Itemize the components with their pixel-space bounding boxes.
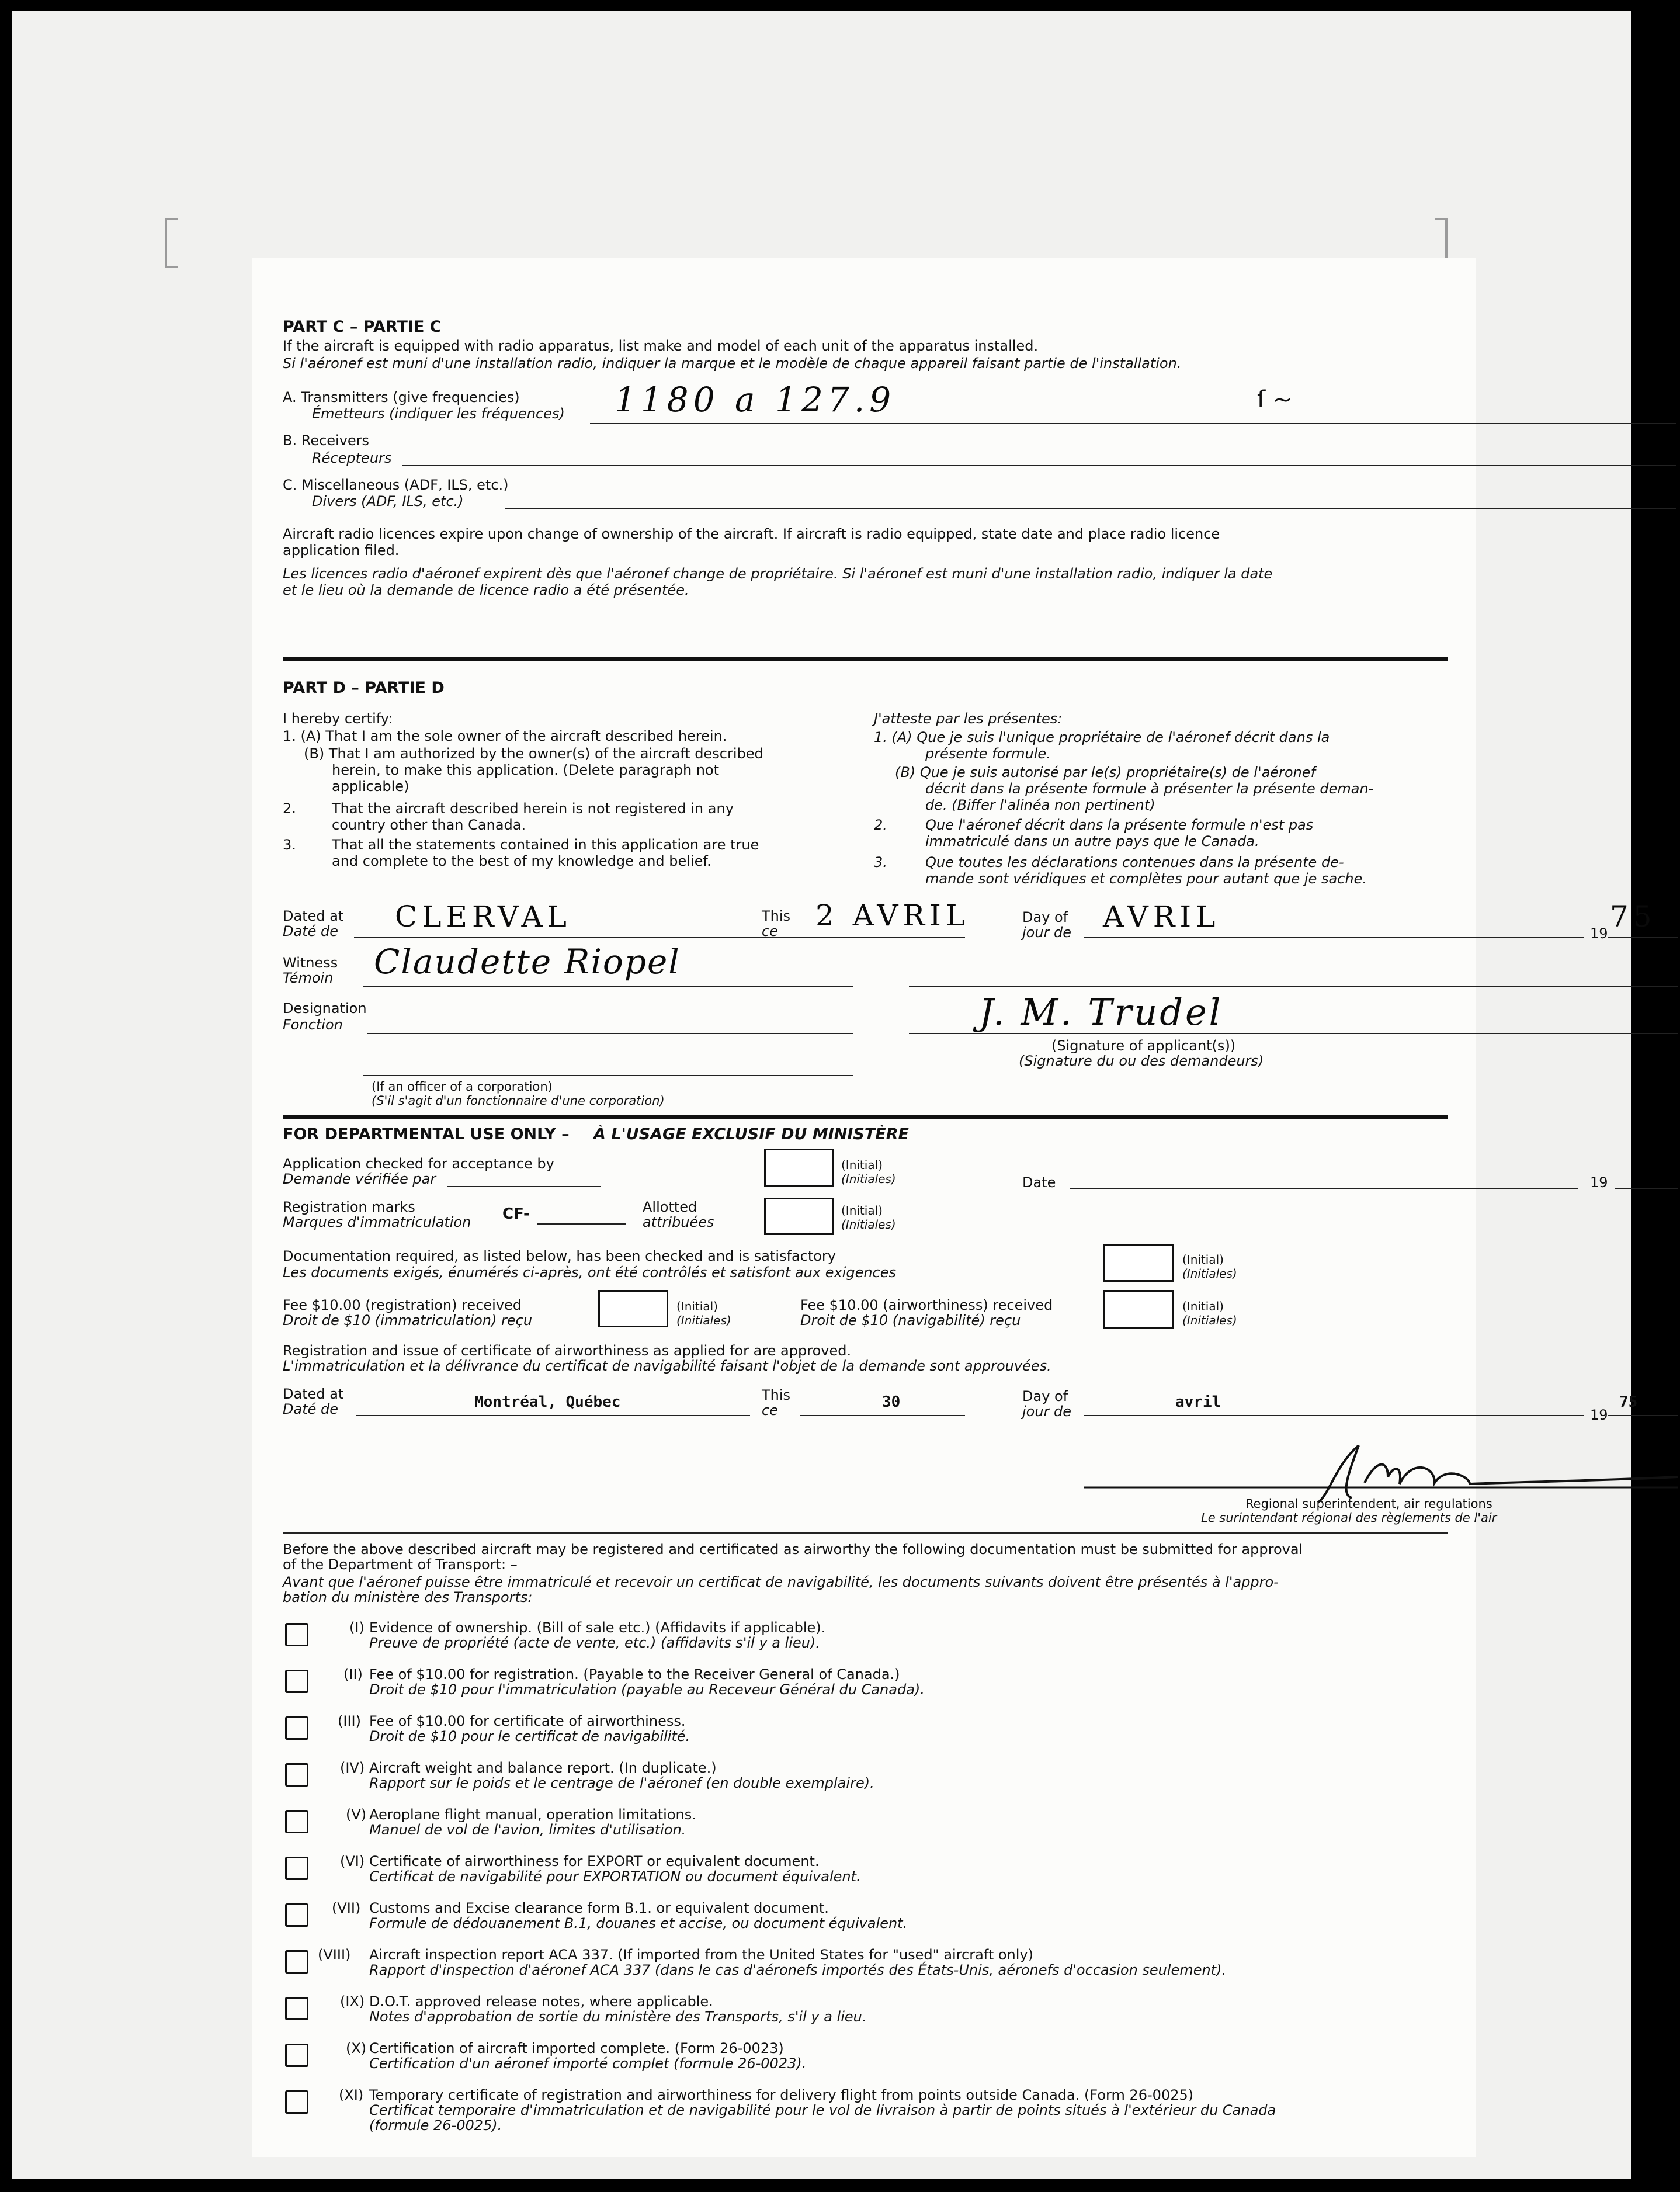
requirement-num-7: (VII) xyxy=(332,1900,361,1916)
certify-3-en-1: That all the statements contained in this application are true xyxy=(332,837,759,853)
requirement-fr-7: Formule de dédouanement B.1, douanes et accise, ou document équivalent. xyxy=(369,1915,908,1931)
requirement-checkbox-5[interactable] xyxy=(285,1810,308,1833)
requirement-fr-5: Manuel de vol de l'avion, limites d'utilisation. xyxy=(369,1822,686,1838)
witness-right-line xyxy=(909,986,1678,987)
dept-heading-fr: À L'USAGE EXCLUSIF DU MINISTÈRE xyxy=(593,1125,909,1143)
signature-caption-en: (Signature of applicant(s)) xyxy=(1051,1038,1236,1054)
this-label-fr: ce xyxy=(762,923,778,939)
requirement-fr-9: Notes d'approbation de sortie du ministère des Transports, s'il y a lieu. xyxy=(369,2009,867,2025)
fee-air-fr: Droit de $10 (navigabilité) reçu xyxy=(800,1312,1021,1329)
certify-2-fr-1: Que l'aéronef décrit dans la présente formule n'est pas xyxy=(925,817,1314,833)
certify-1b-fr-3: de. (Biffer l'alinéa non pertinent) xyxy=(925,797,1155,813)
certify-intro-en: I hereby certify: xyxy=(283,710,393,727)
requirement-en-5: Aeroplane flight manual, operation limitations. xyxy=(369,1806,696,1823)
transmitters-value[interactable]: 1180 a 127.9 xyxy=(615,380,896,419)
officer-line xyxy=(363,1075,853,1076)
requirement-en-1: Evidence of ownership. (Bill of sale etc.) (Affidavits if applicable). xyxy=(369,1619,826,1636)
radio-note-fr-1: Les licences radio d'aéronef expirent dès que l'aéronef change de propriétaire. Si l'aéronef est muni d'une installation radio, indiquer la date xyxy=(283,566,1273,582)
day-label-en: Day of xyxy=(1022,909,1068,925)
requirement-fr-1: Preuve de propriété (acte de vente, etc.) (affidavits s'il y a lieu). xyxy=(369,1635,820,1651)
marks-label-en: Registration marks xyxy=(283,1199,415,1215)
part-c-heading: PART C – PARTIE C xyxy=(283,318,442,336)
requirement-checkbox-10[interactable] xyxy=(285,2044,308,2067)
requirement-en-4: Aircraft weight and balance report. (In duplicate.) xyxy=(369,1760,717,1776)
certify-3-fr-2: mande sont véridiques et complètes pour autant que je sache. xyxy=(925,870,1367,887)
year-value[interactable]: 75 xyxy=(1610,900,1657,934)
requirement-checkbox-8[interactable] xyxy=(285,1950,308,1974)
initial-caption-fr: (Initiales) xyxy=(841,1172,896,1186)
fee-reg-initial-caption-fr: (Initiales) xyxy=(676,1313,731,1327)
this-label-en: This xyxy=(762,908,791,924)
certify-1b-en-3: applicable) xyxy=(332,778,409,795)
doc-checked-fr: Les documents exigés, énumérés ci-après, ont été contrôlés et satisfont aux exigences xyxy=(283,1264,897,1281)
fee-reg-initial-caption-en: (Initial) xyxy=(676,1299,718,1313)
transmitters-label-fr: Émetteurs (indiquer les fréquences) xyxy=(312,405,565,422)
radio-note-en-1: Aircraft radio licences expire upon change of ownership of the aircraft. If aircraft is radio equipped, state date and place radio licence xyxy=(283,526,1220,542)
divider-part-d xyxy=(283,657,1448,661)
certify-1b-fr-1: (B) Que je suis autorisé par le(s) propriétaire(s) de l'aéronef xyxy=(895,764,1316,781)
signature-caption-fr: (Signature du ou des demandeurs) xyxy=(1019,1053,1264,1069)
requirement-fr-2: Droit de $10 pour l'immatriculation (payable au Receveur Général du Canada). xyxy=(369,1681,925,1698)
requirement-num-3: (III) xyxy=(338,1713,361,1729)
certify-2-en-2: country other than Canada. xyxy=(332,817,526,833)
certify-3-fr-1: Que toutes les déclarations contenues dans la présente de- xyxy=(925,854,1344,870)
requirement-checkbox-7[interactable] xyxy=(285,1903,308,1927)
dept-dated-line xyxy=(356,1415,750,1416)
certify-2-fr-2: immatriculé dans un autre pays que le Canada. xyxy=(925,833,1259,849)
approved-en: Registration and issue of certificate of airworthiness as applied for are approved. xyxy=(283,1343,852,1359)
check-date-line xyxy=(1070,1188,1578,1189)
witness-label-en: Witness xyxy=(283,955,338,971)
designation-line xyxy=(367,1033,853,1034)
witness-line xyxy=(363,986,853,987)
applicant-signature[interactable]: J. M. Trudel xyxy=(979,991,1223,1033)
requirement-num-2: (II) xyxy=(343,1666,363,1683)
requirement-en-3: Fee of $10.00 for certificate of airworthiness. xyxy=(369,1713,686,1729)
dept-dated-label-en: Dated at xyxy=(283,1386,344,1402)
doc-initial-box[interactable] xyxy=(1103,1244,1174,1282)
marks-initial-caption-en: (Initial) xyxy=(841,1203,883,1218)
marks-label-fr: Marques d'immatriculation xyxy=(283,1214,471,1230)
dept-year-value[interactable]: 75 xyxy=(1619,1393,1638,1411)
witness-value[interactable]: Claudette Riopel xyxy=(374,942,681,981)
certify-3-num-en: 3. xyxy=(283,837,296,853)
day-line xyxy=(1084,937,1584,938)
officer-caption-en: (If an officer of a corporation) xyxy=(372,1080,553,1094)
requirements-intro-fr-2: bation du ministère des Transports: xyxy=(283,1589,533,1605)
marks-initial-caption-fr: (Initiales) xyxy=(841,1218,896,1232)
fee-air-initial-box[interactable] xyxy=(1103,1290,1174,1329)
receivers-label-fr: Récepteurs xyxy=(312,450,392,466)
requirement-num-11: (XI) xyxy=(339,2087,364,2103)
requirement-en-6: Certificate of airworthiness for EXPORT or equivalent document. xyxy=(369,1853,820,1870)
certify-2-num-en: 2. xyxy=(283,800,296,817)
fee-reg-initial-box[interactable] xyxy=(598,1290,668,1327)
requirement-num-5: (V) xyxy=(346,1806,367,1823)
check-date-label: Date xyxy=(1022,1174,1056,1191)
this-value[interactable]: 2 AVRIL xyxy=(815,899,970,932)
dept-year-prefix: 19 xyxy=(1590,1407,1608,1423)
requirement-checkbox-9[interactable] xyxy=(285,1997,308,2020)
part-c-intro-fr: Si l'aéronef est muni d'une installation radio, indiquer la marque et le modèle de chaque appareil faisant partie de l'installation. xyxy=(283,355,1182,372)
marks-prefix: CF- xyxy=(502,1205,530,1223)
dept-heading-en: FOR DEPARTMENTAL USE ONLY – xyxy=(283,1125,570,1143)
dept-this-line xyxy=(800,1415,965,1416)
receivers-label: B. Receivers xyxy=(283,432,370,449)
dept-this-label-en: This xyxy=(762,1387,791,1403)
requirement-fr-6: Certificat de navigabilité pour EXPORTATION ou document équivalent. xyxy=(369,1868,861,1885)
designation-label-fr: Fonction xyxy=(283,1017,343,1033)
requirement-fr-11-cont: (formule 26-0025). xyxy=(369,2117,502,2134)
certify-3-en-2: and complete to the best of my knowledge and belief. xyxy=(332,853,711,869)
fee-reg-fr: Droit de $10 (immatriculation) reçu xyxy=(283,1312,533,1329)
stray-mark: ſ ~ xyxy=(1257,386,1293,413)
requirement-fr-10: Certification d'un aéronef importé complet (formule 26-0023). xyxy=(369,2055,807,2072)
year-line xyxy=(1608,937,1678,938)
fee-reg-en: Fee $10.00 (registration) received xyxy=(283,1297,522,1313)
certify-1b-en-1: (B) That I am authorized by the owner(s) of the aircraft described xyxy=(304,745,763,762)
certify-1a-en: 1. (A) That I am the sole owner of the aircraft described herein. xyxy=(283,728,727,744)
day-label-fr: jour de xyxy=(1022,924,1072,941)
checked-label-fr: Demande vérifiée par xyxy=(283,1171,436,1187)
misc-line xyxy=(505,508,1676,509)
requirement-num-1: (I) xyxy=(349,1619,365,1636)
misc-label-fr: Divers (ADF, ILS, etc.) xyxy=(312,493,464,509)
certify-2-num-fr: 2. xyxy=(874,817,887,833)
allotted-label-en: Allotted xyxy=(643,1199,697,1215)
certify-intro-fr: J'atteste par les présentes: xyxy=(874,710,1063,727)
check-year-line xyxy=(1615,1188,1678,1189)
form-page xyxy=(252,258,1657,2157)
requirement-en-8: Aircraft inspection report ACA 337. (If imported from the United States for "used" aircraft only) xyxy=(369,1947,1033,1963)
misc-label: C. Miscellaneous (ADF, ILS, etc.) xyxy=(283,477,509,493)
signature-line xyxy=(909,1033,1678,1034)
witness-label-fr: Témoin xyxy=(283,970,334,986)
checked-line xyxy=(447,1186,601,1187)
requirement-num-6: (VI) xyxy=(340,1853,365,1870)
requirement-checkbox-11[interactable] xyxy=(285,2090,308,2114)
year-prefix: 19 xyxy=(1590,925,1608,942)
day-value[interactable]: AVRIL xyxy=(1103,900,1220,934)
requirements-intro-fr-1: Avant que l'aéronef puisse être immatriculé et recevoir un certificat de navigabilité, les documents suivants doivent être présentés à l'appro- xyxy=(283,1574,1279,1590)
receivers-line xyxy=(402,465,1676,466)
requirement-checkbox-3[interactable] xyxy=(285,1716,308,1740)
requirement-checkbox-6[interactable] xyxy=(285,1857,308,1880)
transmitters-label: A. Transmitters (give frequencies) xyxy=(283,389,520,405)
requirement-num-4: (IV) xyxy=(340,1760,365,1776)
designation-label-en: Designation xyxy=(283,1000,367,1017)
certify-1a-fr-2: présente formule. xyxy=(925,745,1051,762)
certify-1b-en-2: herein, to make this application. (Delete paragraph not xyxy=(332,762,720,778)
checked-label-en: Application checked for acceptance by xyxy=(283,1156,554,1172)
crop-mark-left xyxy=(165,218,178,268)
requirement-num-9: (IX) xyxy=(340,1993,365,2010)
dept-year-line xyxy=(1608,1415,1678,1416)
doc-initial-caption-en: (Initial) xyxy=(1182,1253,1224,1267)
requirement-checkbox-4[interactable] xyxy=(285,1763,308,1787)
this-line xyxy=(800,937,965,938)
part-d-heading: PART D – PARTIE D xyxy=(283,679,445,697)
initial-caption-en: (Initial) xyxy=(841,1158,883,1172)
fee-air-initial-caption-en: (Initial) xyxy=(1182,1299,1224,1313)
requirement-num-10: (X) xyxy=(346,2040,367,2056)
requirement-en-10: Certification of aircraft imported complete. (Form 26-0023) xyxy=(369,2040,784,2056)
officer-caption-fr: (S'il s'agit d'un fonctionnaire d'une corporation) xyxy=(372,1094,665,1108)
dated-label-en: Dated at xyxy=(283,908,344,924)
requirements-intro-en-1: Before the above described aircraft may be registered and certificated as airworthy the following documentation must be submitted for approval xyxy=(283,1541,1303,1558)
dept-this-label-fr: ce xyxy=(762,1402,778,1418)
transmitters-line xyxy=(590,423,1676,424)
dept-this-value[interactable]: 30 xyxy=(882,1393,901,1411)
certify-3-num-fr: 3. xyxy=(874,854,887,870)
requirement-num-8: (VIII) xyxy=(318,1947,351,1963)
requirement-fr-8: Rapport d'inspection d'aéronef ACA 337 (dans le cas d'aéronefs importés des États-Unis, aéronefs d'occasion seulement). xyxy=(369,1962,1227,1978)
allotted-label-fr: attribuées xyxy=(643,1214,714,1230)
dept-day-label-fr: jour de xyxy=(1022,1403,1072,1420)
superintendent-caption-en: Regional superintendent, air regulations xyxy=(1245,1497,1492,1511)
requirement-checkbox-2[interactable] xyxy=(285,1670,308,1693)
certify-1a-fr-1: 1. (A) Que je suis l'unique propriétaire de l'aéronef décrit dans la xyxy=(874,729,1330,745)
requirement-fr-11: Certificat temporaire d'immatriculation et de navigabilité pour le vol de livraison à partir de points situés à l'extérieur du Canada xyxy=(369,2102,1276,2118)
check-year-prefix: 19 xyxy=(1590,1174,1608,1191)
divider-dept xyxy=(283,1115,1448,1119)
requirement-fr-3: Droit de $10 pour le certificat de navigabilité. xyxy=(369,1728,690,1744)
doc-checked-en: Documentation required, as listed below, has been checked and is satisfactory xyxy=(283,1248,836,1264)
dated-value[interactable]: CLERVAL xyxy=(395,900,571,934)
dated-label-fr: Daté de xyxy=(283,923,338,939)
requirement-en-9: D.O.T. approved release notes, where applicable. xyxy=(369,1993,713,2010)
dept-day-value[interactable]: avril xyxy=(1175,1393,1221,1411)
requirements-intro-en-2: of the Department of Transport: – xyxy=(283,1556,518,1573)
dept-day-line xyxy=(1084,1415,1584,1416)
divider-requirements xyxy=(283,1532,1448,1534)
dept-dated-value[interactable]: Montréal, Québec xyxy=(474,1393,621,1411)
approved-fr: L'immatriculation et la délivrance du certificat de navigabilité faisant l'objet de la demande sont approuvées. xyxy=(283,1358,1051,1374)
dept-dated-label-fr: Daté de xyxy=(283,1401,338,1417)
fee-air-en: Fee $10.00 (airworthiness) received xyxy=(800,1297,1053,1313)
marks-initial-box[interactable] xyxy=(764,1198,834,1235)
fee-air-initial-caption-fr: (Initiales) xyxy=(1182,1313,1237,1327)
superintendent-caption-fr: Le surintendant régional des règlements de l'air xyxy=(1201,1511,1497,1525)
part-c-intro-en: If the aircraft is equipped with radio apparatus, list make and model of each unit of the apparatus installed. xyxy=(283,338,1039,354)
requirement-en-2: Fee of $10.00 for registration. (Payable to the Receiver General of Canada.) xyxy=(369,1666,900,1683)
requirement-fr-4: Rapport sur le poids et le centrage de l'aéronef (en double exemplaire). xyxy=(369,1775,874,1791)
requirement-en-11: Temporary certificate of registration and airworthiness for delivery flight from points outside Canada. (Form 26-0025) xyxy=(369,2087,1194,2103)
dept-day-label-en: Day of xyxy=(1022,1388,1068,1404)
requirement-checkbox-1[interactable] xyxy=(285,1623,308,1646)
marks-line xyxy=(537,1223,626,1225)
requirement-en-7: Customs and Excise clearance form B.1. or equivalent document. xyxy=(369,1900,829,1916)
certify-2-en-1: That the aircraft described herein is not registered in any xyxy=(332,800,734,817)
certify-1b-fr-2: décrit dans la présente formule à présenter la présente deman- xyxy=(925,781,1374,797)
checked-initial-box[interactable] xyxy=(764,1149,834,1187)
radio-note-fr-2: et le lieu où la demande de licence radio a été présentée. xyxy=(283,582,689,598)
doc-initial-caption-fr: (Initiales) xyxy=(1182,1267,1237,1281)
radio-note-en-2: application filed. xyxy=(283,542,400,559)
